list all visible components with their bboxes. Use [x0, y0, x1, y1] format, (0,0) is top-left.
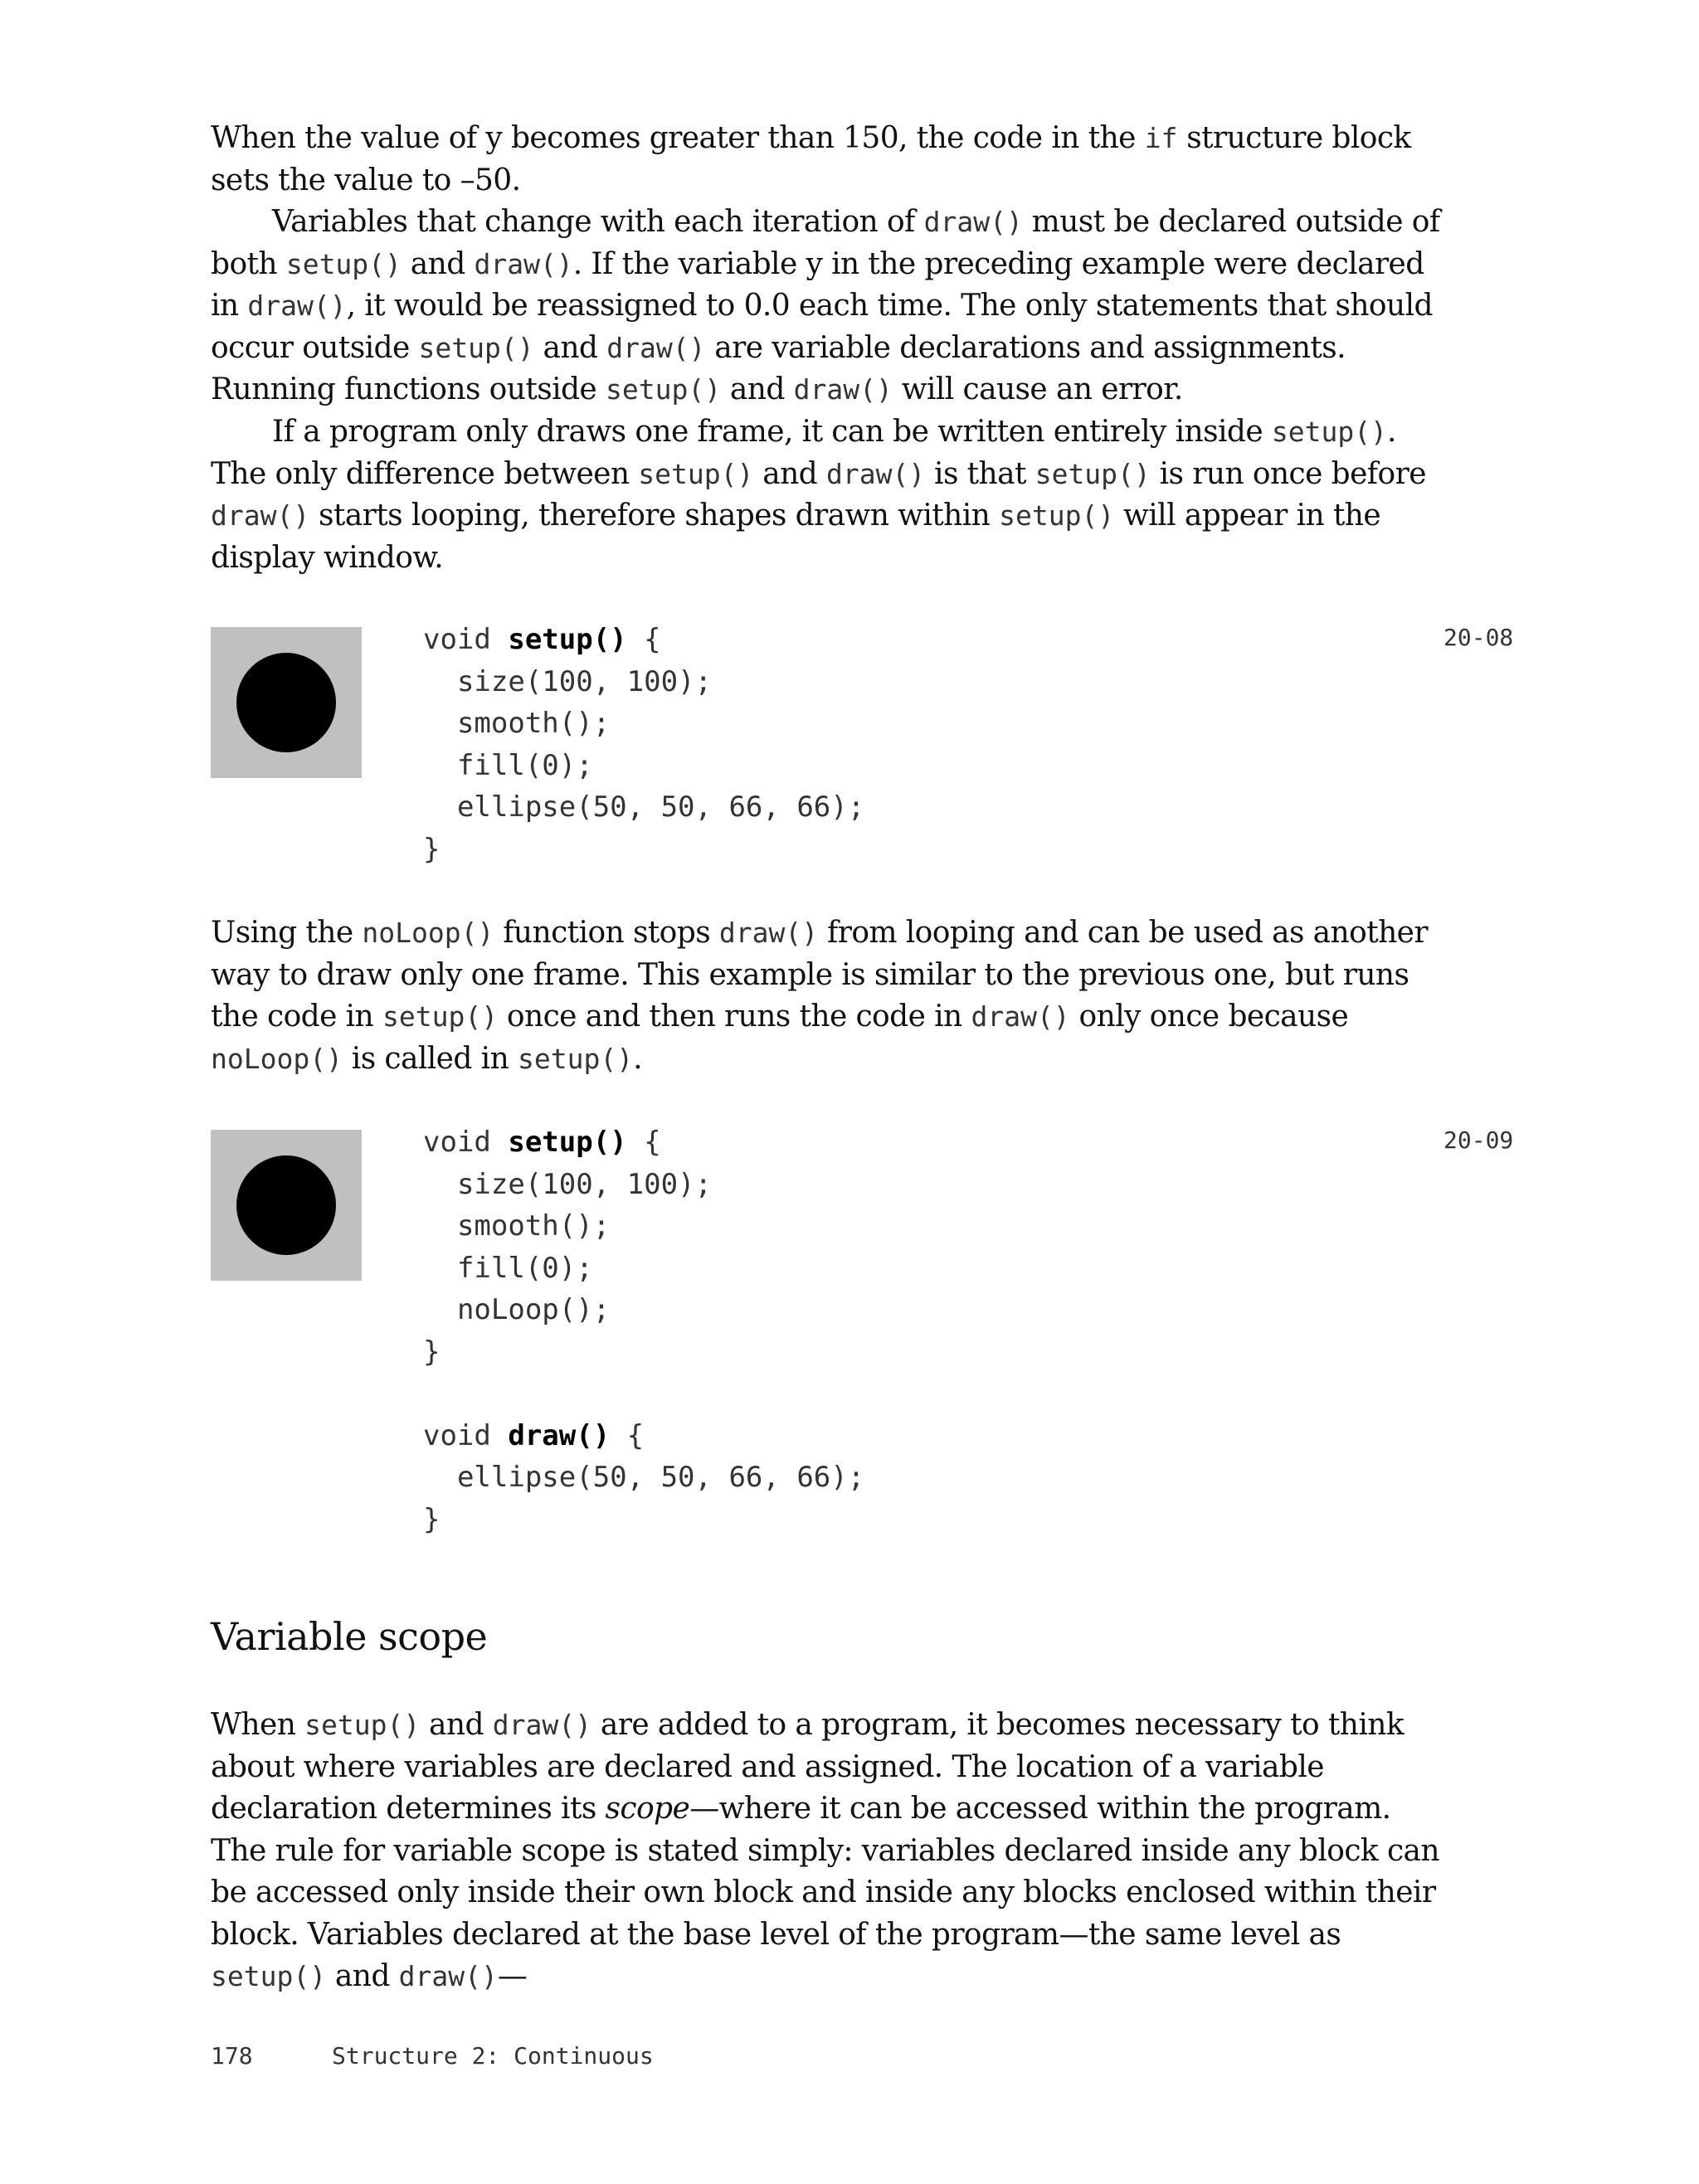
code-line: ellipse(50, 50, 66, 66);: [423, 790, 865, 824]
inline-code: setup(): [999, 499, 1115, 532]
inline-code: draw(): [492, 1709, 592, 1741]
paragraph-if-structure: When the value of y becomes greater than 150, the code in the if structure block sets the value to –50.: [211, 121, 1411, 197]
code-line: fill(0);: [423, 748, 593, 782]
code-line: smooth();: [423, 1209, 611, 1243]
inline-code: setup(): [211, 1960, 327, 1992]
paragraph-variable-scope: When setup() and draw() are added to a program, it becomes necessary to think about where variables are declared and assigned. The location of a variable declaration determines its scope—where it can be accessed within the program. The rule for variable scope is stated simply: variables declared inside any block can be accessed only inside their own block and inside any blocks enclosed within their block. Variables declared at the base level of the program—the same level as setup() and draw()—: [211, 1708, 1439, 1993]
inline-code: setup(): [1034, 457, 1151, 490]
black-circle: [236, 1155, 336, 1255]
code-line: void draw() {: [423, 1418, 645, 1452]
code-line: size(100, 100);: [423, 664, 712, 698]
example-number-20-08: 20-08: [1443, 624, 1514, 651]
paragraph-noloop: Using the noLoop() function stops draw() from looping and can be used as another way to draw only one frame. This example is similar to the previous one, but runs the code in setup() once and then runs the code in draw() only once because noLoop() is called in setup().: [211, 916, 1428, 1076]
paragraph-one-frame: If a program only draws one frame, it can be written entirely inside setup(). The only difference between setup() and draw() is that setup() is run once before draw() starts looping, therefore shapes drawn within setup() will appear in the display window.: [211, 415, 1426, 575]
code-listing-20-09: [423, 1121, 864, 1540]
example-20-09-output-thumbnail: [211, 1130, 362, 1281]
inline-code: draw(): [474, 247, 573, 280]
code-line: size(100, 100);: [423, 1167, 712, 1201]
code-line: void setup() {: [423, 1126, 661, 1159]
code-listing-20-08: [423, 619, 864, 870]
running-title: Structure 2: Continuous: [332, 2042, 654, 2070]
inline-code: setup(): [518, 1042, 634, 1075]
inline-code: if: [1144, 122, 1178, 154]
code-line: smooth();: [423, 707, 611, 740]
inline-code: noLoop(): [362, 917, 494, 949]
emphasis: scope: [605, 1792, 690, 1826]
paragraph-variables-change: Variables that change with each iteration of draw() must be declared outside of both setup() and draw(). If the variable y in the preceding example were declared in draw(), it would be reassigned to 0.0 each time. The only statements that should occur outside setup() and draw() are variable declarations and assignments. Running functions outside setup() and draw() will cause an error.: [211, 205, 1440, 406]
code-line: }: [423, 1335, 441, 1369]
inline-code: draw(): [923, 206, 1023, 238]
inline-code: draw(): [247, 289, 347, 322]
example-number-20-09: 20-09: [1443, 1126, 1514, 1154]
code-line: noLoop();: [423, 1293, 611, 1326]
inline-code: setup(): [638, 457, 754, 490]
code-line: ellipse(50, 50, 66, 66);: [423, 1461, 865, 1494]
section-heading: Variable scope: [211, 1614, 488, 1659]
inline-code: draw(): [718, 917, 819, 949]
inline-code: draw(): [211, 499, 310, 532]
code-line: [423, 1373, 864, 1415]
code-line: }: [423, 832, 441, 866]
inline-code: setup(): [1271, 416, 1387, 448]
inline-code: setup(): [285, 247, 402, 280]
inline-code: noLoop(): [211, 1042, 343, 1075]
inline-code: draw(): [793, 373, 893, 406]
inline-code: draw(): [825, 457, 926, 490]
page-number: 178: [211, 2042, 253, 2070]
black-circle: [236, 653, 336, 752]
inline-code: setup(): [605, 373, 722, 406]
code-line: }: [423, 1502, 441, 1536]
inline-code: setup(): [382, 1000, 499, 1033]
code-line: fill(0);: [423, 1251, 593, 1285]
inline-code: setup(): [418, 331, 534, 364]
code-line: void setup() {: [423, 623, 661, 656]
inline-code: draw(): [971, 1000, 1070, 1033]
inline-code: draw(): [606, 331, 706, 364]
example-20-08-output-thumbnail: [211, 627, 362, 778]
inline-code: setup(): [304, 1709, 421, 1741]
inline-code: draw(): [398, 1960, 498, 1992]
